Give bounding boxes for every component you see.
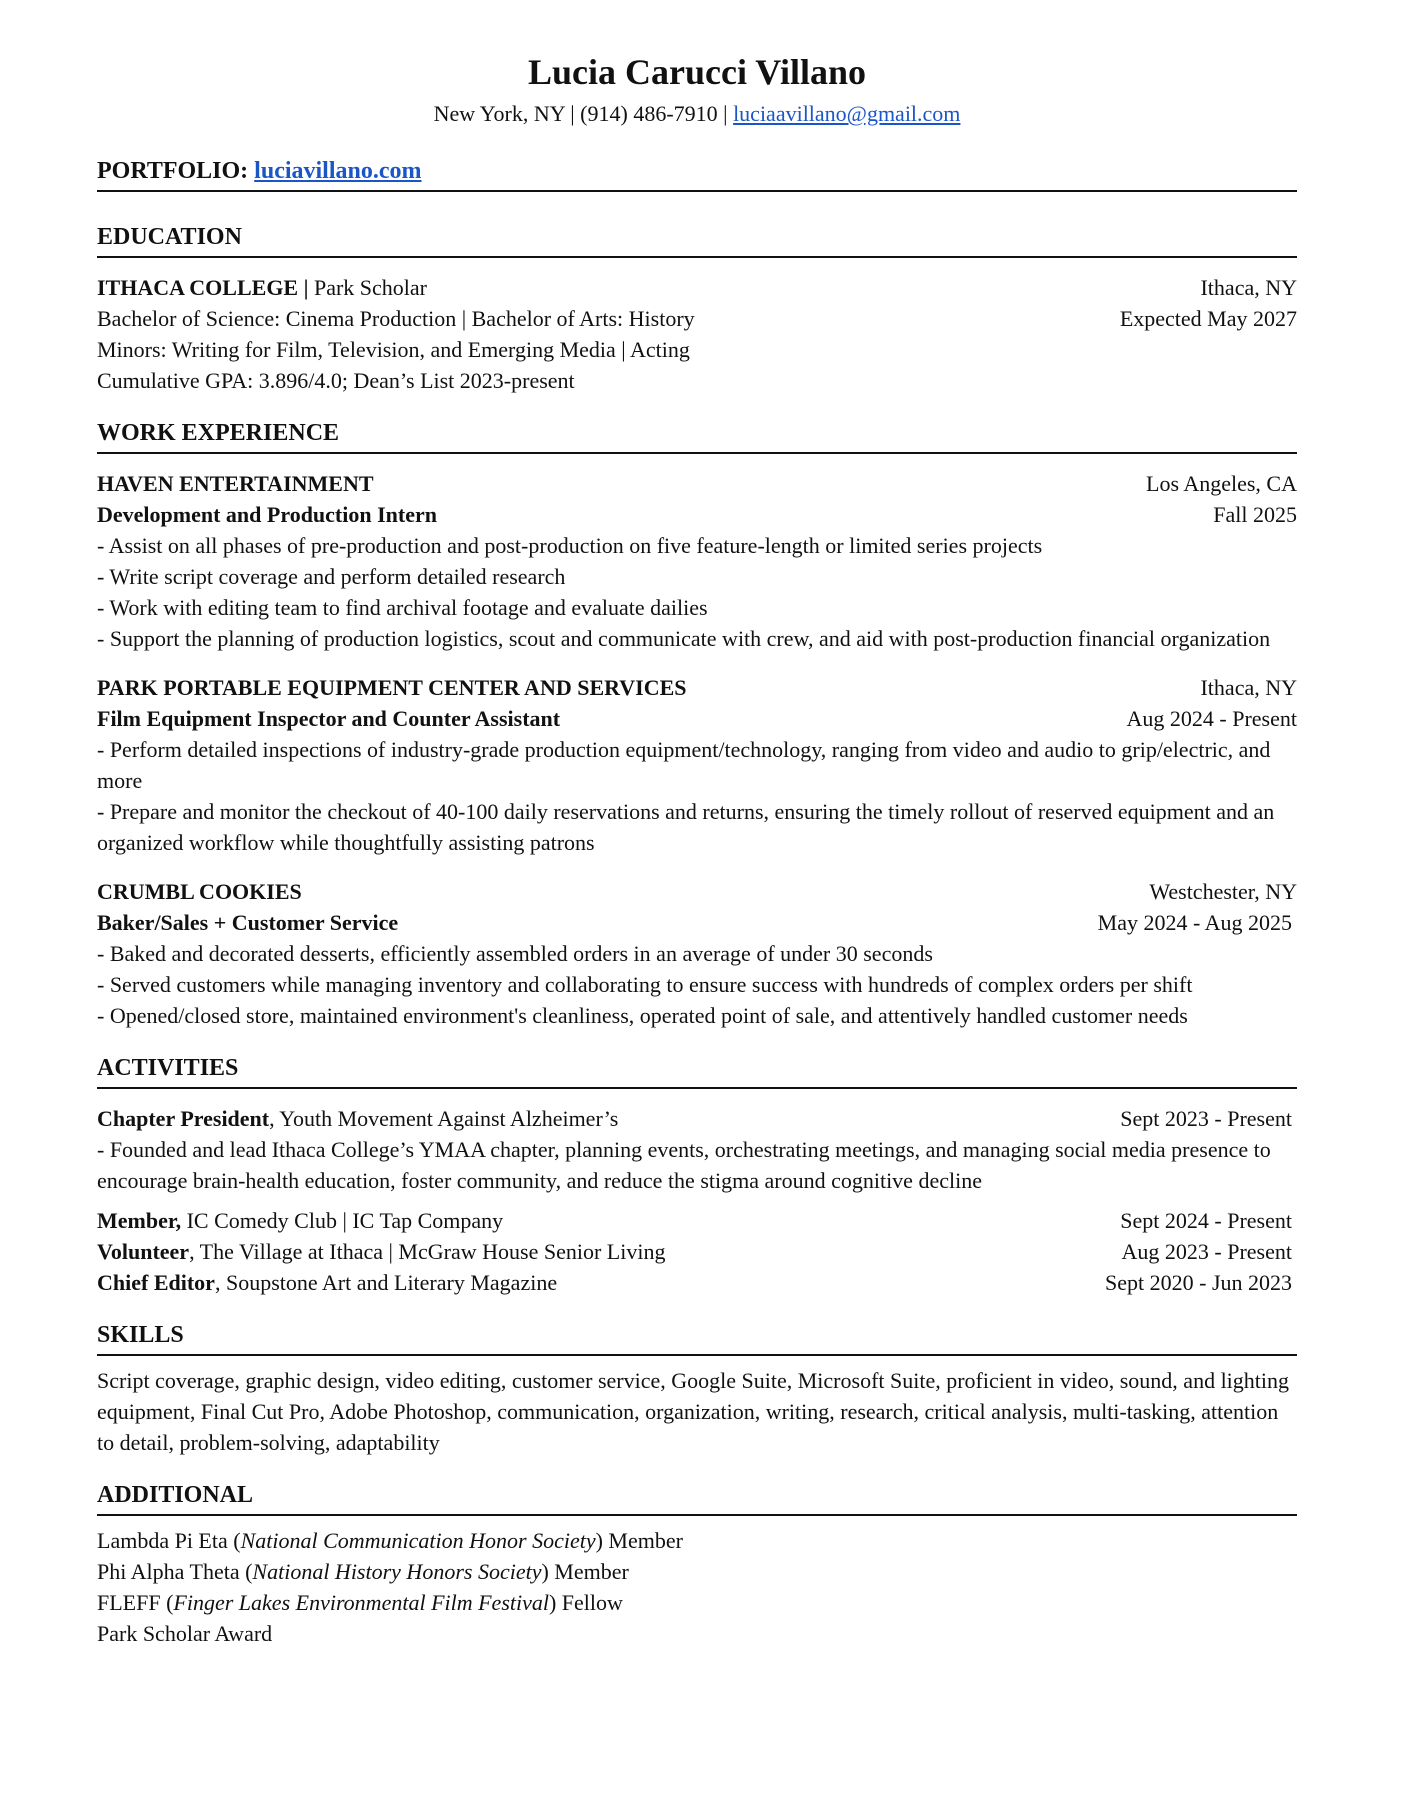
job-bullet: - Served customers while managing inventory and collaborating to ensure success with hundreds of complex orders per shift [97, 972, 1193, 997]
portfolio-label: PORTFOLIO: [97, 158, 255, 184]
additional-item-name: Park Scholar Award [97, 1621, 273, 1646]
activity-role: Member, [97, 1208, 182, 1233]
activity-dates: Aug 2023 - Present [1121, 1239, 1292, 1264]
skills-heading: SKILLS [97, 1320, 1297, 1356]
additional-item-name: Lambda Pi Eta ( [97, 1528, 241, 1553]
job-title: Development and Production Intern [97, 502, 437, 527]
school-honor: Park Scholar [313, 275, 427, 300]
job-location: Los Angeles, CA [1146, 471, 1297, 496]
minors: Minors: Writing for Film, Television, and Emerging Media | Acting [97, 337, 690, 362]
job-dates: May 2024 - Aug 2025 [1097, 910, 1292, 935]
activity-role: Chief Editor [97, 1270, 215, 1295]
activity-org: , Soupstone Art and Literary Magazine [214, 1270, 558, 1295]
activity-line [97, 1236, 665, 1267]
additional-item [97, 1525, 1297, 1556]
degrees: Bachelor of Science: Cinema Production | Bachelor of Arts: History [97, 306, 695, 331]
additional-item-name: Phi Alpha Theta ( [97, 1559, 253, 1584]
school-separator: | [298, 275, 314, 300]
education-degree-row [97, 303, 1297, 334]
activity-row [97, 1236, 1297, 1267]
additional-item-name: FLEFF ( [97, 1590, 174, 1615]
contact-info: New York, NY | (914) 486-7910 | [433, 101, 734, 126]
job-header-row [97, 876, 1297, 907]
job-bullet: - Write script coverage and perform detailed research [97, 564, 566, 589]
school-name: ITHACA COLLEGE [97, 275, 299, 300]
job-location: Ithaca, NY [1200, 675, 1297, 700]
job-bullet: - Work with editing team to find archival footage and evaluate dailies [97, 595, 708, 620]
activity-row [97, 1205, 1297, 1236]
education-school-row [97, 272, 1297, 303]
activity-row [97, 1267, 1297, 1298]
activity-row [97, 1103, 1297, 1134]
job-bullet: - Baked and decorated desserts, efficiently assembled orders in an average of under 30 seconds [97, 941, 933, 966]
job-title: Film Equipment Inspector and Counter Assistant [97, 706, 561, 731]
activity-org: , The Village at Ithaca | McGraw House Senior Living [189, 1239, 666, 1264]
additional-item [97, 1556, 1297, 1587]
job-bullet: - Perform detailed inspections of industry-grade production equipment/technology, ranging from video and audio to grip/electric, and more [97, 737, 1271, 793]
job-header-row [97, 468, 1297, 499]
skills-text: Script coverage, graphic design, video editing, customer service, Google Suite, Microsoft Suite, proficient in video, sound, and lighting equipment, Final Cut Pro, Adobe Photoshop, communication, organization, writing, research, critical analysis, multi-tasking, attention to detail, problem-solving, adaptability [97, 1368, 1290, 1455]
job-dates: Aug 2024 - Present [1126, 706, 1297, 731]
job-bullet: - Assist on all phases of pre-production and post-production on five feature-length or limited series projects [97, 533, 1043, 558]
portfolio-heading [97, 156, 1297, 192]
job-title-row [97, 499, 1297, 530]
job-haven [97, 468, 1297, 654]
activities-heading: ACTIVITIES [97, 1053, 1297, 1089]
additional-heading: ADDITIONAL [97, 1480, 1297, 1516]
portfolio-link[interactable]: luciavillano.com [254, 158, 422, 184]
job-company: HAVEN ENTERTAINMENT [97, 471, 374, 496]
additional-item-role: ) Member [595, 1528, 683, 1553]
job-title-row [97, 907, 1297, 938]
job-bullet: - Prepare and monitor the checkout of 40-100 daily reservations and returns, ensuring the timely rollout of reserved equipment and an organized workflow while thoughtfully assisting patrons [97, 799, 1275, 855]
additional-item-detail: National Communication Honor Society [240, 1528, 596, 1553]
job-crumbl [97, 876, 1297, 1031]
activity-dates: Sept 2023 - Present [1120, 1106, 1292, 1131]
activity-org: IC Comedy Club | IC Tap Company [181, 1208, 504, 1233]
email-link[interactable]: luciaavillano@gmail.com [733, 101, 961, 126]
activity-org: , Youth Movement Against Alzheimer’s [269, 1106, 619, 1131]
gpa: Cumulative GPA: 3.896/4.0; Dean’s List 2023-present [97, 368, 575, 393]
job-bullet: - Support the planning of production logistics, scout and communicate with crew, and aid with post-production financial organization [97, 626, 1271, 651]
work-heading: WORK EXPERIENCE [97, 418, 1297, 454]
job-location: Westchester, NY [1149, 879, 1297, 904]
activity-line [97, 1103, 618, 1134]
activity-role: Volunteer [97, 1239, 190, 1264]
additional-list [97, 1525, 1297, 1649]
additional-item [97, 1587, 1297, 1618]
school-location: Ithaca, NY [1200, 275, 1297, 300]
job-bullet: - Opened/closed store, maintained environment's cleanliness, operated point of sale, and attentively handled customer needs [97, 1003, 1188, 1028]
job-company: CRUMBL COOKIES [97, 879, 302, 904]
job-title-row [97, 703, 1297, 734]
education-school-line [97, 272, 427, 303]
activity-line [97, 1205, 503, 1236]
activity-description: - Founded and lead Ithaca College’s YMAA chapter, planning events, orchestrating meetings, and managing social media presence to encourage brain-health education, foster community, and reduce the stigma around cognitive decline [97, 1137, 1271, 1193]
education-heading: EDUCATION [97, 222, 1297, 258]
activity-line [97, 1267, 557, 1298]
activity-dates: Sept 2020 - Jun 2023 [1105, 1270, 1292, 1295]
additional-item-role: ) Member [541, 1559, 629, 1584]
additional-item-detail: Finger Lakes Environmental Film Festival [173, 1590, 549, 1615]
job-park-equipment [97, 672, 1297, 858]
additional-item-detail: National History Honors Society [252, 1559, 542, 1584]
resume-content [97, 50, 1297, 1649]
resume-name: Lucia Carucci Villano [527, 52, 866, 92]
job-header-row [97, 672, 1297, 703]
additional-item-role: ) Fellow [548, 1590, 623, 1615]
graduation-date: Expected May 2027 [1119, 306, 1297, 331]
activity-role: Chapter President [97, 1106, 270, 1131]
job-company: PARK PORTABLE EQUIPMENT CENTER AND SERVICES [97, 675, 687, 700]
additional-item [97, 1618, 1297, 1649]
activity-dates: Sept 2024 - Present [1120, 1208, 1292, 1233]
contact-line [97, 100, 1297, 128]
job-dates: Fall 2025 [1213, 502, 1297, 527]
job-title: Baker/Sales + Customer Service [97, 910, 399, 935]
